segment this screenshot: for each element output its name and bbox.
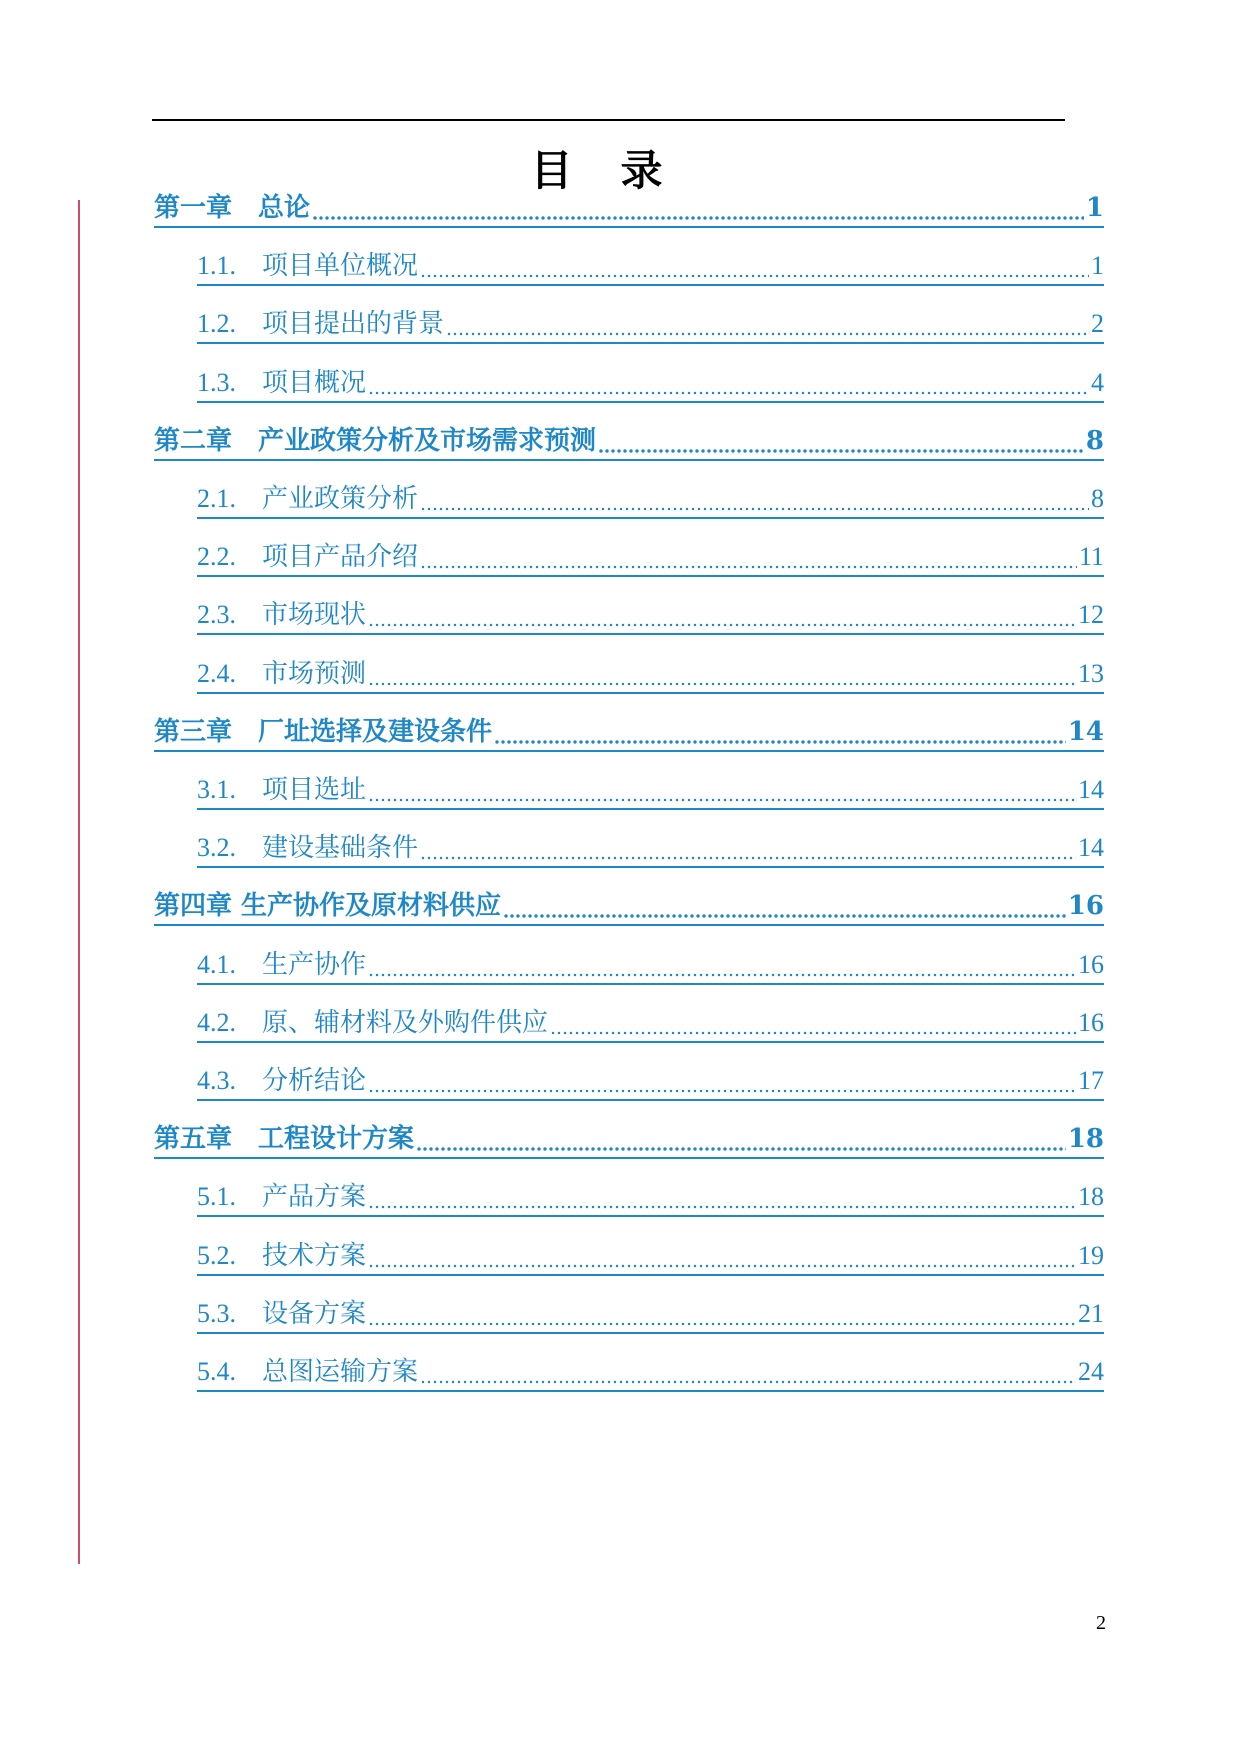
toc-entry-page: 21 xyxy=(1078,1299,1104,1328)
toc-chapter-link[interactable] xyxy=(154,419,1104,461)
toc-entry-label: 1.2. 项目提出的背景 xyxy=(197,309,445,338)
toc-dot-leader xyxy=(420,507,1089,511)
toc-section-link[interactable] xyxy=(197,1234,1104,1276)
toc-entry-page: 18 xyxy=(1078,1182,1104,1211)
toc-entry-page: 16 xyxy=(1067,891,1104,921)
toc-entry-page: 11 xyxy=(1078,542,1104,571)
toc-section-link[interactable] xyxy=(197,302,1104,344)
toc-section-link[interactable] xyxy=(197,477,1104,519)
toc-entry-page: 18 xyxy=(1067,1124,1104,1154)
toc-section-link[interactable] xyxy=(197,593,1104,635)
toc-entry-page: 8 xyxy=(1085,426,1104,456)
toc-dot-leader xyxy=(368,1089,1076,1093)
toc-dot-leader xyxy=(446,332,1089,336)
toc-section-link[interactable] xyxy=(197,1350,1104,1392)
toc-section-link[interactable] xyxy=(197,1175,1104,1217)
toc-entry-page: 2 xyxy=(1091,309,1104,338)
toc-entry-page: 19 xyxy=(1078,1241,1104,1270)
toc-entry-page: 17 xyxy=(1078,1066,1104,1095)
toc-entry-label: 2.2. 项目产品介绍 xyxy=(197,542,419,571)
toc-entry-label: 4.1. 生产协作 xyxy=(197,950,367,979)
toc-section-link[interactable] xyxy=(197,652,1104,694)
toc-section-link[interactable] xyxy=(197,943,1104,985)
toc-section-link[interactable] xyxy=(197,1059,1104,1101)
toc-entry-page: 1 xyxy=(1091,251,1104,280)
toc-dot-leader xyxy=(368,682,1076,686)
toc-dot-leader xyxy=(503,914,1066,918)
toc-section-link[interactable] xyxy=(197,361,1104,403)
toc-entry-label: 2.3. 市场现状 xyxy=(197,600,367,629)
toc-dot-leader xyxy=(368,623,1076,627)
toc-entry-label: 2.4. 市场预测 xyxy=(197,659,367,688)
toc-dot-leader xyxy=(420,856,1076,860)
toc-entry-label: 2.1. 产业政策分析 xyxy=(197,484,419,513)
toc-dot-leader xyxy=(368,391,1089,395)
toc-entry-page: 14 xyxy=(1067,717,1104,747)
toc-entry-page: 14 xyxy=(1078,775,1104,804)
toc-entry-page: 16 xyxy=(1078,1008,1104,1037)
toc-entry-label: 3.1. 项目选址 xyxy=(197,775,367,804)
toc-dot-leader xyxy=(598,449,1084,453)
toc-dot-leader xyxy=(312,216,1084,220)
toc-entry-label: 5.3. 设备方案 xyxy=(197,1299,367,1328)
toc-dot-leader xyxy=(550,1031,1076,1035)
toc-entry-page: 12 xyxy=(1078,600,1104,629)
toc-entry-page: 1 xyxy=(1085,193,1104,223)
toc-dot-leader xyxy=(420,565,1077,569)
page-title: 目录 xyxy=(530,146,711,195)
toc-section-link[interactable] xyxy=(197,244,1104,286)
toc-entry-page: 13 xyxy=(1078,659,1104,688)
toc-entry-label: 5.2. 技术方案 xyxy=(197,1241,367,1270)
toc-entry-label: 5.4. 总图运输方案 xyxy=(197,1357,419,1386)
toc-entry-label: 第五章 工程设计方案 xyxy=(154,1124,415,1154)
toc-entry-label: 3.2. 建设基础条件 xyxy=(197,833,419,862)
toc-entry-label: 4.2. 原、辅材料及外购件供应 xyxy=(197,1008,549,1037)
toc-dot-leader xyxy=(368,1205,1076,1209)
toc-dot-leader xyxy=(420,1380,1076,1384)
toc-chapter-link[interactable] xyxy=(154,884,1104,926)
toc-entry-label: 4.3. 分析结论 xyxy=(197,1066,367,1095)
header-rule xyxy=(152,119,1065,121)
toc-dot-leader xyxy=(494,740,1066,744)
toc-entry-label: 5.1. 产品方案 xyxy=(197,1182,367,1211)
toc-chapter-link[interactable] xyxy=(154,186,1104,228)
toc-dot-leader xyxy=(368,1264,1076,1268)
page-number: 2 xyxy=(1096,1612,1106,1634)
toc-entry-label: 第一章 总论 xyxy=(154,193,311,223)
toc-entry-label: 第三章 厂址选择及建设条件 xyxy=(154,717,493,747)
toc-section-link[interactable] xyxy=(197,535,1104,577)
toc-dot-leader xyxy=(368,1322,1076,1326)
toc-section-link[interactable] xyxy=(197,768,1104,810)
toc-entry-label: 第二章 产业政策分析及市场需求预测 xyxy=(154,426,597,456)
toc-dot-leader xyxy=(368,798,1076,802)
toc-entry-label: 1.3. 项目概况 xyxy=(197,368,367,397)
toc-entry-page: 4 xyxy=(1091,368,1104,397)
toc-dot-leader xyxy=(416,1147,1066,1151)
toc-entry-label: 第四章 生产协作及原材料供应 xyxy=(154,891,502,921)
toc-entry-page: 14 xyxy=(1078,833,1104,862)
toc-entry-page: 8 xyxy=(1091,484,1104,513)
toc-dot-leader xyxy=(368,973,1076,977)
toc-entry-page: 16 xyxy=(1078,950,1104,979)
toc-entry-label: 1.1. 项目单位概况 xyxy=(197,251,419,280)
margin-bar xyxy=(78,200,80,1564)
toc-entry-page: 24 xyxy=(1078,1357,1104,1386)
toc-section-link[interactable] xyxy=(197,1001,1104,1043)
toc-section-link[interactable] xyxy=(197,826,1104,868)
toc-dot-leader xyxy=(420,274,1089,278)
toc-section-link[interactable] xyxy=(197,1292,1104,1334)
toc-chapter-link[interactable] xyxy=(154,1117,1104,1159)
toc-chapter-link[interactable] xyxy=(154,710,1104,752)
